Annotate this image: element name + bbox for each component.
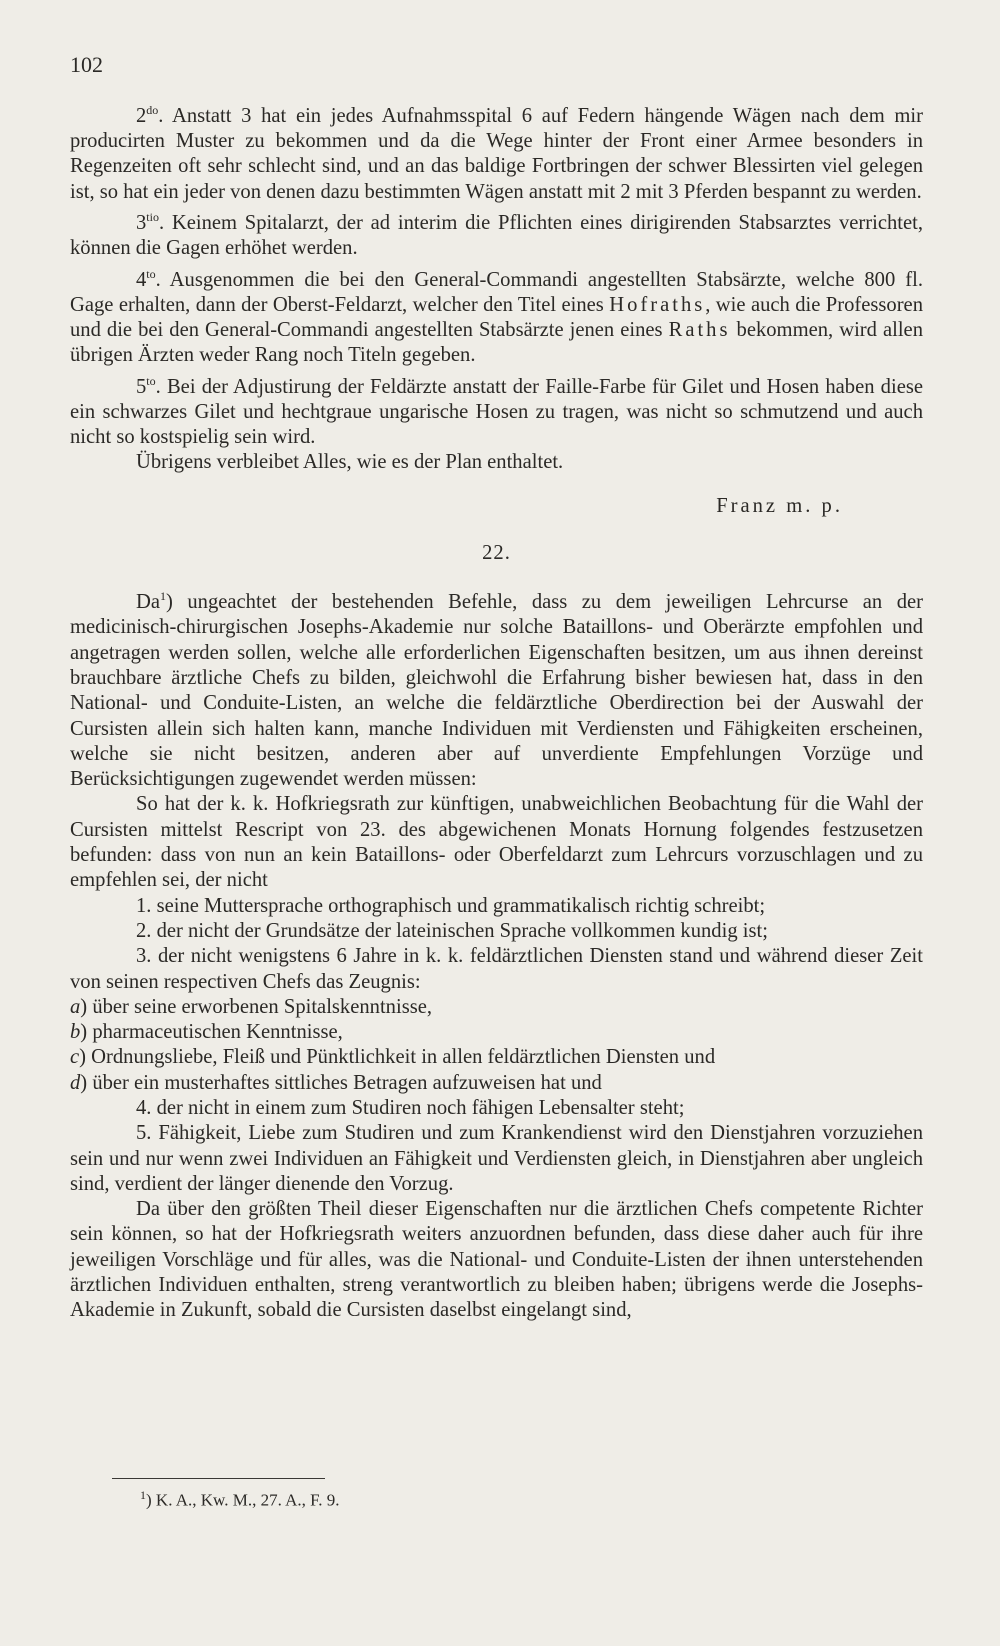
footnote-divider xyxy=(112,1478,325,1479)
item-2: $2^{do}$. Anstatt 3 hat ein jedes Aufnahmsspital 6 auf Federn hängende Wägen nach dem mir producirten Muster zu bekommen und da die Wege hinter der Front einer Armee besonders in Regenzeiten oft sehr schlecht sind, und an das baldige Fortbringen der schwer Blessirten viel gelegen ist, so hat ein jeder von denen dazu bestimmten Wägen anstatt mit 2 mit 3 Pferden bespannt zu werden. xyxy=(70,103,923,203)
paragraph-1: Da$^1$) ungeachtet der bestehenden Befehle, dass zu dem jeweiligen Lehrcurse an der medicinisch-chirurgischen Josephs-Akademie nur solche Bataillons- und Oberärzte empfohlen und angetragen werden sollen, welche alle erforderlichen Eigenschaften besitzen, um aus ihnen dereinst brauchbare ärztliche Chefs zu bilden, gleichwohl die Erfahrung bisher bewiesen hat, dass in den National- und Conduite-Listen, an welche die feldärztliche Oberdirection bei der Auswahl der Cursisten allein sich halten kann, manche Individuen mit Verdiensten und Fähigkeiten erscheinen, welche sie nicht besitzen, anderen aber auf unverdiente Empfehlungen Vorzüge und Berücksichtigungen zugewendet werden müssen: xyxy=(70,589,923,791)
item-3: $3^{tio}$. Keinem Spitalarzt, der ad interim die Pflichten eines dirigirenden Stabsarztes verrichtet, können die Gagen erhöhet werden. xyxy=(70,210,923,260)
footnote: $^1$) K. A., Kw. M., 27. A., F. 9. xyxy=(140,1488,340,1510)
list-item: 1. seine Muttersprache orthographisch und grammatikalisch richtig schreibt; xyxy=(136,894,766,917)
sublist-item: d) über ein musterhaftes sittliches Betragen aufzuweisen hat und xyxy=(70,1071,602,1094)
list-item-3: 3. der nicht wenigstens 6 Jahre in k. k. feldärztlichen Diensten stand und während dieser Zeit von seinen respectiven Chefs das Zeugnis: xyxy=(70,945,923,993)
paragraph-2: So hat der k. k. Hofkriegsrath zur künftigen, unabweichlichen Beobachtung für die Wahl der Cursisten mittelst Rescript von 23. des abgewichenen Monats Hornung folgendes festzusetzen befunden: dass von nun an kein Bataillons- oder Oberfeldarzt zum Lehrcurs vorzuschlagen und zu empfehlen sei, der nicht xyxy=(70,793,923,892)
sublist-item: a) über seine erworbenen Spitalskenntnisse, xyxy=(70,995,433,1018)
item-4: $4^{to}$. Ausgenommen die bei den General-Commandi angestellten Stabsärzte, welche 800 fl. Gage erhalten, dann der Oberst-Feldarzt, welcher den Titel eines Hofraths, wie auch die Professoren und die bei den General-Commandi angestellten Stabsärzte jenen eines Raths bekommen, wird allen übrigen Ärzten weder Rang noch Titeln gegeben. xyxy=(70,266,923,367)
paragraph-3: Da über den größten Theil dieser Eigenschaften nur die ärztlichen Chefs competente Richter sein können, so hat der Hofkriegsrath weiters anzuordnen befunden, dass diese daher auch für ihre jeweiligen Vorschläge und für alles, was die National- und Conduite-Listen der ihnen unterstehenden ärztlichen Individuen enthalten, streng verantwortlich zu bleiben haben; übrigens werde die Josephs-Akademie in Zukunft, sobald die Cursisten daselbst eingelangt sind, xyxy=(70,1198,923,1322)
body-text xyxy=(70,98,923,1324)
list-item-5: 5. Fähigkeit, Liebe zum Studiren und zum Krankendienst wird den Dienstjahren vorzuziehen sein und nur wenn zwei Individuen an Fähigkeit und Verdiensten gleich, in Dienstjahren aber ungleich sind, verdient der länger dienende den Vorzug. xyxy=(70,1122,923,1195)
signature: Franz m. p. xyxy=(716,494,843,517)
section-number: 22. xyxy=(482,541,511,564)
list-item-4: 4. der nicht in einem zum Studiren noch fähigen Lebensalter steht; xyxy=(136,1096,685,1119)
closing-line: Übrigens verbleibet Alles, wie es der Plan enthaltet. xyxy=(136,451,564,474)
sublist-item: c) Ordnungsliebe, Fleiß und Pünktlichkeit in allen feldärztlichen Diensten und xyxy=(70,1046,716,1069)
sublist-item: b) pharmaceutischen Kenntnisse, xyxy=(70,1021,343,1044)
page-number: 102 xyxy=(70,52,103,77)
footnote-ref: 1 xyxy=(160,589,167,604)
list-item: 2. der nicht der Grundsätze der lateinischen Sprache vollkommen kundig ist; xyxy=(136,919,768,942)
item-5: $5^{to}$. Bei der Adjustirung der Feldärzte anstatt der Faille-Farbe für Gilet und Hosen haben diese ein schwarzes Gilet und hechtgraue ungarische Hosen zu tragen, was nicht so schmutzend und auch nicht so kostspielig sein wird. xyxy=(70,373,923,448)
